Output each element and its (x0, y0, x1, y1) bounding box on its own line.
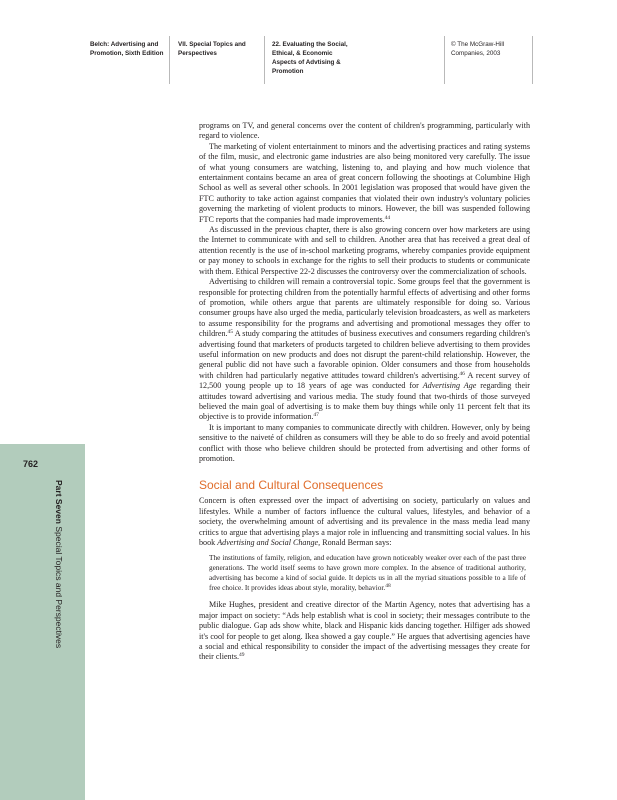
paragraph-text: Concern is often expressed over the impact of advertising on society, particularly on values and lifestyles. While a number of factors influence the cultural values, lifestyles, and behavior of a society, the overwhelming amount of advertising and its prevalence in the mass media lead many critics to argue that advertising plays a major role in influencing and transmitting social values. In his book (199, 496, 530, 548)
paragraph-text: As discussed in the previous chapter, there is also growing concern over how marketers are using the Internet to communicate with and sell to children. Another area that has received a great deal of attention recently is the use of in-school marketing programs, whereby companies provide equipment or pay money to schools in exchange for the rights to sell their products to students or communicate with them. Ethical Perspective 22-2 discusses the controversy over the commercialization of schools. (199, 225, 530, 276)
paragraph-text: regarding their attitudes toward advertising and various media. The study found that two-thirds of those surveyed believed the main goal of advertising is to make them buy things while only 11 percent felt that its objective is to provide information. (199, 381, 531, 422)
part-side-tab (0, 444, 85, 800)
paragraph-text: Advertising to children will remain a controversial topic. Some groups feel that the government is responsible for protecting children from the potentially harmful effects of advertising and other forms of promotion, while others argue that parents are ultimately responsible for doing so. Various consumer groups have also urged the media, particularly television broadcasters, as well as marketers to assume responsibility for the programs and advertising and promotional messages they offer to children. (199, 277, 530, 339)
header-copyright-line: © The McGraw-Hill (451, 41, 505, 48)
header-chapter-title-line: Aspects of Advtising & (272, 59, 341, 66)
header-copyright-line: Companies, 2003 (451, 50, 501, 57)
section-heading: Social and Cultural Consequences (199, 478, 384, 493)
paragraph (199, 225, 530, 277)
footnote-ref: 46 (459, 370, 465, 377)
header-book-title (90, 40, 163, 58)
quote-text (209, 553, 526, 593)
header-divider (444, 36, 445, 84)
paragraph (199, 423, 530, 465)
block-quote (209, 553, 526, 593)
paragraph-text: The marketing of violent entertainment to minors and the advertising practices and rating systems of the film, music, and electronic game industries are also being monitored very carefully. The issue of what young consumers are watching, listening to, and playing and how much violence that entertainment contains became an area of great concern following the shootings at Columbine High School as well as several other schools. In 2001 legislation was proposed that would have given the FTC authority to take action against companies that violated their own industry's voluntary policies governing the marketing of violent products to minors. However, the bill was suspended following FTC reports that the companies had made improvements. (199, 141, 530, 224)
paragraph-text: programs on TV, and general concerns over the content of children's programming, particularly with regard to violence. (199, 121, 530, 141)
paragraph (199, 496, 530, 548)
paragraph (199, 600, 530, 662)
footnote-ref: 49 (239, 652, 245, 659)
paragraph-text: Mike Hughes, president and creative director of the Martin Agency, notes that advertising has a major impact on society: “Ads help establish what is cool in society; their messages contribute to the public dialogue. Gap ads show white, black and Hispanic kids dancing together. Hilfiger ads showed it's cool for people to get along. Ikea showed a gay couple.” He argues that advertising agencies have a social and ethical responsibility to consider the impact of the advertising messages they create for their clients. (199, 600, 530, 662)
header-book-title-line: Promotion, Sixth Edition (90, 50, 164, 57)
part-title: Special Topics and Perspectives (54, 526, 64, 649)
footnote-ref: 47 (313, 412, 319, 419)
footnote-ref: 48 (385, 583, 391, 590)
paragraph-text: It is important to many companies to communicate directly with children. However, only by being sensitive to the naiveté of children as consumers will they be able to do so freely and avoid potential conflict with those who believe children should be protected from advertising and other forms of promotion. (199, 422, 530, 463)
paragraph-text: A study comparing the attitudes of business executives and consumers regarding children's advertising found that marketers of products targeted to children believe advertising to them provides useful information on new products and does not disrupt the parent-child relationship. However, the general public did not have such a favorable opinion. Older consumers and those from households with children had particularly negative attitudes toward children's advertising. (199, 329, 530, 380)
footnote-ref: 45 (227, 329, 234, 336)
publication-title: Advertising Age (422, 381, 477, 391)
header-chapter-title-line: Ethical, & Economic (272, 50, 333, 57)
body-text-column (199, 121, 530, 663)
header-copyright (451, 40, 504, 58)
header-part-title-line: Perspectives (178, 50, 217, 57)
paragraph (199, 121, 530, 142)
quote-body: The institutions of family, religion, and education have grown noticeably weaker over each of the past three generations. The world itself seems to have grown more complex. In the absence of traditional authority, advertising has become a kind of social guide. It depicts us in all the myriad situations possible to a life of free choice. It provides ideas about style, morality, behavior. (209, 553, 526, 593)
header-chapter-title-line: Promotion (272, 68, 304, 75)
header-divider (264, 36, 265, 84)
header-chapter-title (272, 40, 348, 76)
paragraph-text: A recent survey of 12,500 young people up to 18 years of age was conducted for (199, 370, 531, 391)
header-book-title-line: Belch: Advertising and (90, 41, 159, 48)
header-part-title-line: VII. Special Topics and (178, 41, 246, 48)
book-title: Advertising and Social Change, (217, 538, 321, 548)
paragraph-text: Ronald Berman says: (320, 538, 392, 548)
paragraph (199, 277, 530, 423)
header-part-title (178, 40, 246, 58)
paragraph (199, 142, 530, 225)
header-divider (169, 36, 170, 84)
part-label: Part Seven (54, 480, 64, 524)
page-number: 762 (23, 459, 39, 469)
running-part-title (54, 480, 64, 648)
header-chapter-title-line: 22. Evaluating the Social, (272, 41, 348, 48)
header-divider (532, 36, 533, 84)
footnote-ref: 44 (384, 214, 391, 221)
